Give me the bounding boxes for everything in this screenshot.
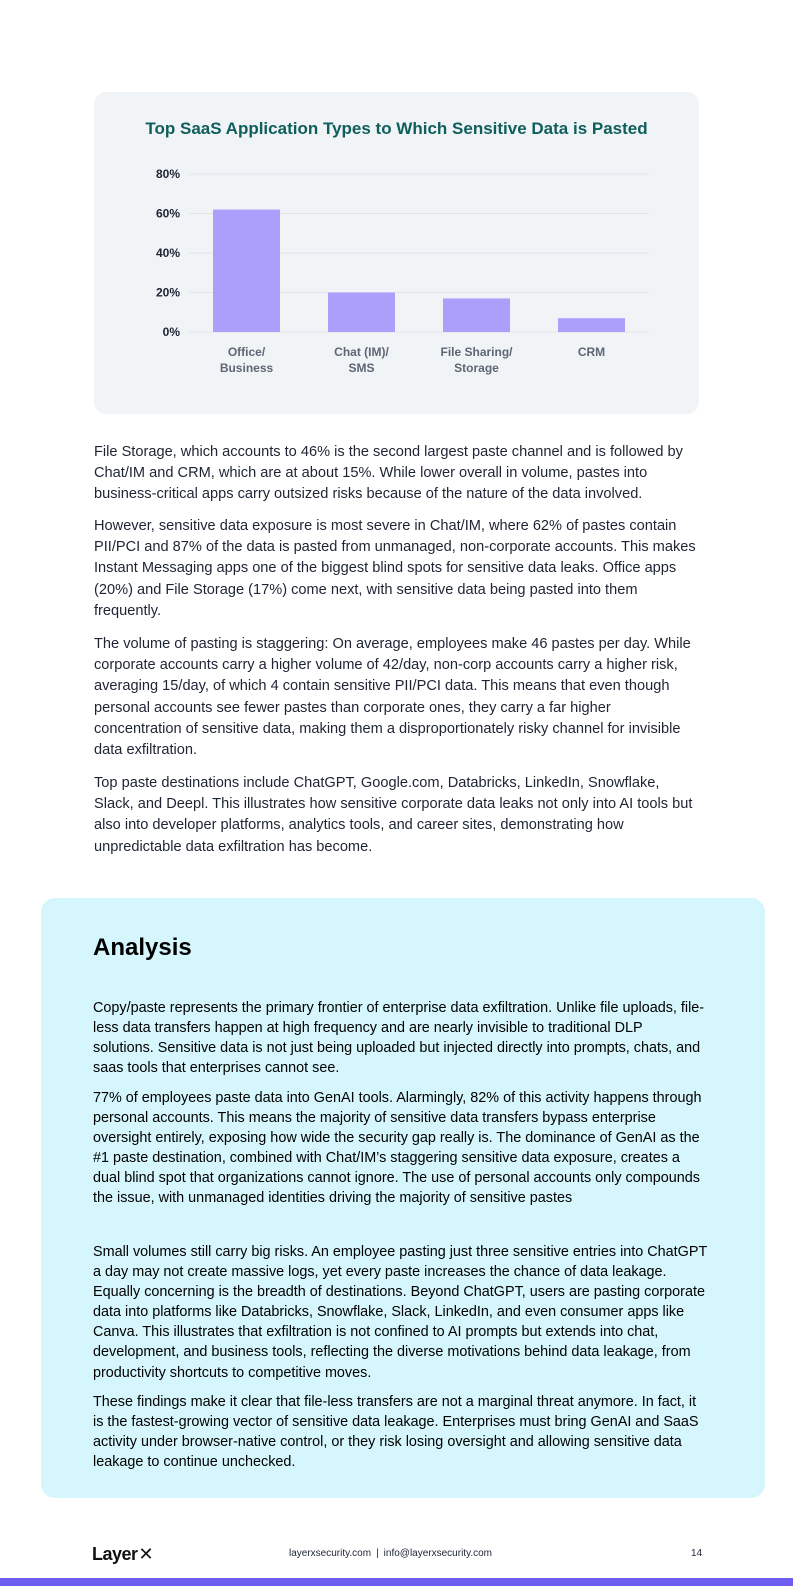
- bar: [443, 298, 510, 332]
- category-label: SMS: [348, 361, 375, 375]
- paragraph-text: File Storage, which accounts to 46% is the second largest paste channel and is followed by Chat/IM and CRM, which are at about 15%. While lower overall in volume, pastes into business-critical apps carry outsized risks because of the nature of the data involved.: [94, 444, 683, 503]
- paragraph-text: However, sensitive data exposure is most severe in Chat/IM, where 62% of pastes contain PII/PCI and 87% of the data is pasted from unmanaged, non-corporate accounts. This makes Instant Messaging apps one of the biggest blind spots for sensitive data leaks. Office apps (20%) and File Storage (17%) come next, with sensitive data being pasted into them frequently.: [94, 518, 696, 619]
- paragraph-text: Copy/paste represents the primary frontier of enterprise data exfiltration. Unlike file uploads, file-less data transfers happen at high frequency and are nearly invisible to traditional DLP solutions. Sensitive data is not just being uploaded but injected directly into prompts, chats, and saas tools that enterprises cannot see.: [93, 1000, 705, 1077]
- paragraph-text: 77% of employees paste data into GenAI tools. Alarmingly, 82% of this activity happens through personal accounts. This means the majority of sensitive data transfers bypass enterprise oversight entirely, exposing how wide the security gap really is. The dominance of GenAI as the #1 paste destination, combined with Chat/IM’s staggering sensitive data exposure, creates a dual blind spot that organizations cannot ignore. The use of personal accounts only compounds the issue, with unmanaged identities driving the majority of sensitive pastes: [93, 1090, 702, 1207]
- paragraph-text: These findings make it clear that file-less transfers are not a marginal threat anymore. In fact, it is the fastest-growing vector of sensitive data leakage. Enterprises must bring GenAI and SaaS activity under browser-native control, or they risk losing oversight and allowing sensitive data leakage to continue unchecked.: [93, 1394, 699, 1471]
- category-label: CRM: [577, 345, 606, 359]
- analysis-paragraph-1: [93, 998, 707, 1078]
- paragraph-text: The volume of pasting is staggering: On average, employees make 46 pastes per day. While corporate accounts carry a higher volume of 42/day, non-corp accounts carry a higher risk, averaging 15/day, of which 4 contain sensitive PII/PCI data. This means that even though personal accounts see fewer pastes than corporate ones, they carry a far higher concentration of sensitive data, making them a disproportionately risky channel for invisible data exfiltration.: [94, 636, 691, 759]
- body-paragraph-3: [94, 634, 700, 761]
- footer-separator: |: [376, 1548, 379, 1559]
- chart-title: Top SaaS Application Types to Which Sensitive Data is Pasted: [145, 119, 648, 138]
- page-number: 14: [691, 1548, 703, 1559]
- y-tick-label: 40%: [155, 246, 180, 260]
- y-tick-label: 60%: [155, 206, 180, 221]
- y-tick-label: 0%: [162, 325, 180, 339]
- accent-bar: [0, 1578, 793, 1586]
- body-paragraph-2: [94, 516, 700, 622]
- analysis-title: Analysis: [93, 934, 192, 961]
- bar-chart: [94, 92, 699, 414]
- analysis-paragraph-4: [93, 1392, 707, 1472]
- footer-contact: [289, 1548, 492, 1559]
- bar: [328, 293, 395, 333]
- logo-x-icon: ✕: [138, 1544, 154, 1564]
- category-label: Business: [219, 361, 274, 375]
- paragraph-text: Top paste destinations include ChatGPT, Google.com, Databricks, LinkedIn, Snowflake, Slack, and Deepl. This illustrates how sensitive corporate data leaks not only into AI tools but also into developer platforms, analytics tools, and career sites, demonstrating how unpredictable data exfiltration has become.: [94, 775, 693, 855]
- website-link[interactable]: layerxsecurity.com: [289, 1548, 372, 1559]
- analysis-paragraph-2: [93, 1088, 707, 1209]
- chart-card: [94, 92, 699, 414]
- body-paragraph-1: [94, 442, 700, 506]
- page-footer: [0, 1544, 793, 1572]
- category-label: Chat (IM)/: [334, 345, 389, 359]
- bar: [213, 210, 280, 332]
- email-link[interactable]: info@layerxsecurity.com: [383, 1548, 493, 1559]
- bar: [558, 318, 625, 332]
- body-paragraph-4: [94, 773, 700, 858]
- logo-text: Layer: [92, 1544, 138, 1564]
- paragraph-text: Small volumes still carry big risks. An employee pasting just three sensitive entries into ChatGPT a day may not create massive logs, yet every paste increases the chance of data leakage. Equally concerning is the breadth of destinations. Beyond ChatGPT, users are pasting corporate data into platforms like Databricks, Snowflake, Slack, LinkedIn, and even consumer apps like Canva. This illustrates that exfiltration is not confined to AI prompts but extends into chat, development, and business tools, reflecting the diverse motivations behind data leakage, from productivity shortcuts to competitive moves.: [93, 1244, 707, 1381]
- category-label: File Sharing/: [440, 345, 513, 359]
- category-label: Office/: [227, 345, 266, 359]
- layerx-logo: [92, 1544, 153, 1565]
- analysis-paragraph-3: [93, 1242, 707, 1383]
- y-tick-label: 20%: [155, 285, 180, 300]
- analysis-section: [41, 898, 765, 1498]
- y-tick-label: 80%: [155, 167, 180, 181]
- category-label: Storage: [454, 361, 499, 375]
